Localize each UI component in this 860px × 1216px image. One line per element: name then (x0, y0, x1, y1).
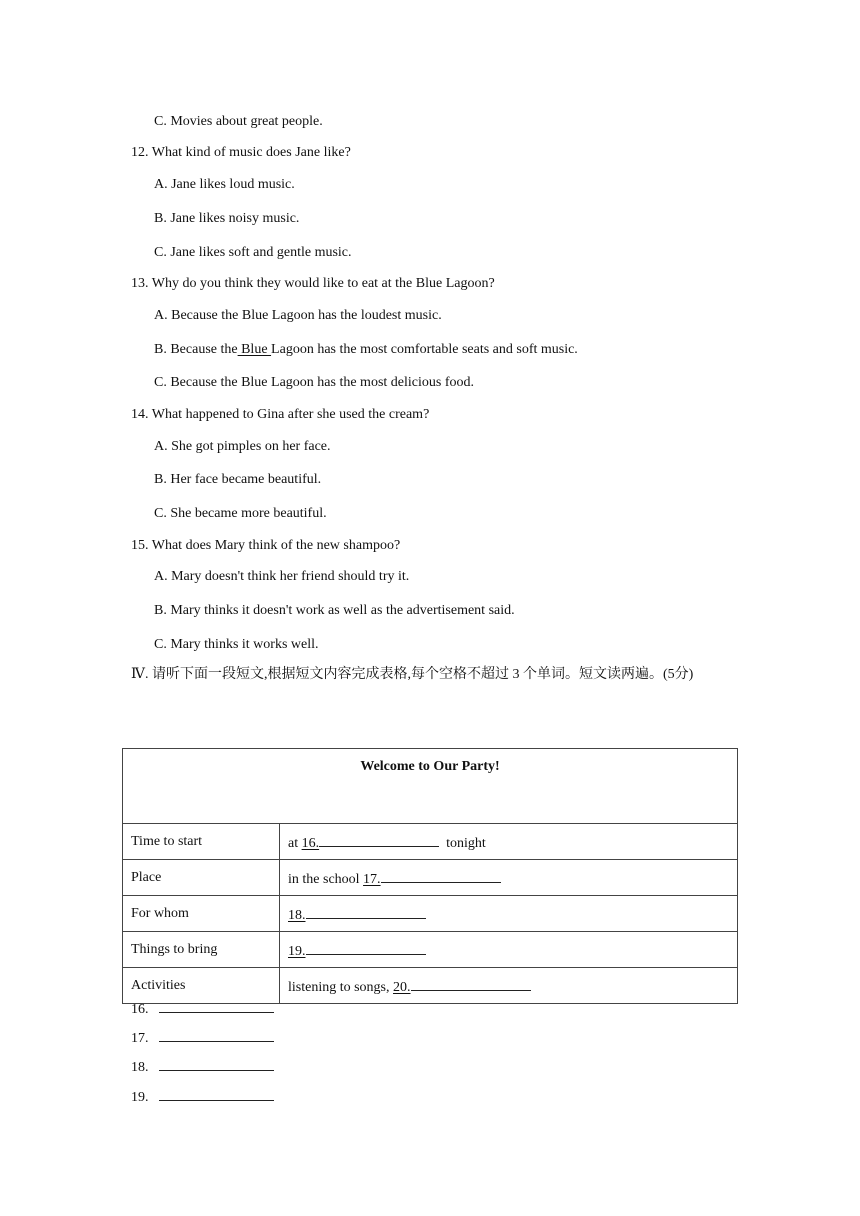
answer-line-19 (131, 1086, 274, 1107)
q14-option-a: A. She got pimples on her face. (154, 439, 331, 454)
table-title: Welcome to Our Party! (123, 749, 738, 824)
fill-blank[interactable] (306, 904, 426, 919)
party-table (122, 748, 738, 1004)
blank-number: 16. (301, 835, 320, 851)
blank-number: 17. (363, 871, 381, 887)
q13-option-b-pre: B. Because the (154, 342, 238, 357)
fill-blank[interactable] (381, 868, 501, 883)
table-row (123, 932, 738, 968)
answer-number: 17. (131, 1031, 149, 1046)
table-row (123, 896, 738, 932)
q14-option-c: C. She became more beautiful. (154, 506, 327, 521)
row-value (280, 896, 738, 932)
row-prefix: listening to songs, (288, 979, 394, 995)
blank-number: 20. (393, 979, 411, 995)
answer-number: 19. (131, 1090, 149, 1105)
table-title-row (123, 749, 738, 824)
row-prefix: in the school (288, 871, 364, 887)
q11-option-c: C. Movies about great people. (154, 114, 323, 129)
q13-option-c: C. Because the Blue Lagoon has the most delicious food. (154, 375, 474, 390)
q13-option-a: A. Because the Blue Lagoon has the loudest music. (154, 308, 442, 323)
q14-option-b: B. Her face became beautiful. (154, 472, 322, 487)
q12-option-a: A. Jane likes loud music. (154, 177, 295, 192)
answer-blank[interactable] (159, 1086, 274, 1101)
answer-number: 16. (131, 1002, 149, 1017)
row-value (280, 860, 738, 896)
fill-blank[interactable] (306, 940, 426, 955)
q12-option-c: C. Jane likes soft and gentle music. (154, 245, 352, 260)
q15-option-c: C. Mary thinks it works well. (154, 637, 319, 652)
blank-number: 18. (288, 907, 306, 923)
row-suffix: tonight (446, 835, 486, 851)
row-label: Activities (123, 968, 280, 1004)
row-label: Place (123, 860, 280, 896)
row-prefix: at (288, 835, 302, 851)
q15-option-a: A. Mary doesn't think her friend should try it. (154, 569, 410, 584)
answer-blank[interactable] (159, 1027, 274, 1042)
row-label: Time to start (123, 824, 280, 860)
section-4-instruction: Ⅳ. 请听下面一段短文,根据短文内容完成表格,每个空格不超过 3 个单词。短文读两遍。(5分) (131, 667, 694, 682)
q12-option-b: B. Jane likes noisy music. (154, 211, 300, 226)
answer-number: 18. (131, 1060, 149, 1075)
fill-blank[interactable] (411, 976, 531, 991)
q13-question: 13. Why do you think they would like to eat at the Blue Lagoon? (131, 276, 495, 291)
row-label: For whom (123, 896, 280, 932)
fill-blank[interactable] (319, 832, 439, 847)
q12-question: 12. What kind of music does Jane like? (131, 145, 351, 160)
row-label: Things to bring (123, 932, 280, 968)
q13-option-b-post: Lagoon has the most comfortable seats and soft music. (271, 342, 578, 357)
answer-line-17 (131, 1027, 274, 1048)
row-value (280, 824, 738, 860)
answer-blank[interactable] (159, 998, 274, 1013)
row-value (280, 932, 738, 968)
q13-option-b (154, 341, 578, 359)
q15-question: 15. What does Mary think of the new shampoo? (131, 538, 401, 553)
table-row (123, 860, 738, 896)
q14-question: 14. What happened to Gina after she used the cream? (131, 407, 430, 422)
answer-line-16 (131, 998, 274, 1019)
answer-blank[interactable] (159, 1056, 274, 1071)
table-row (123, 824, 738, 860)
q13-option-b-underlined: Blue (237, 342, 272, 357)
blank-number: 19. (288, 943, 306, 959)
answer-line-18 (131, 1056, 274, 1077)
q15-option-b: B. Mary thinks it doesn't work as well as the advertisement said. (154, 603, 515, 618)
row-value (280, 968, 738, 1004)
